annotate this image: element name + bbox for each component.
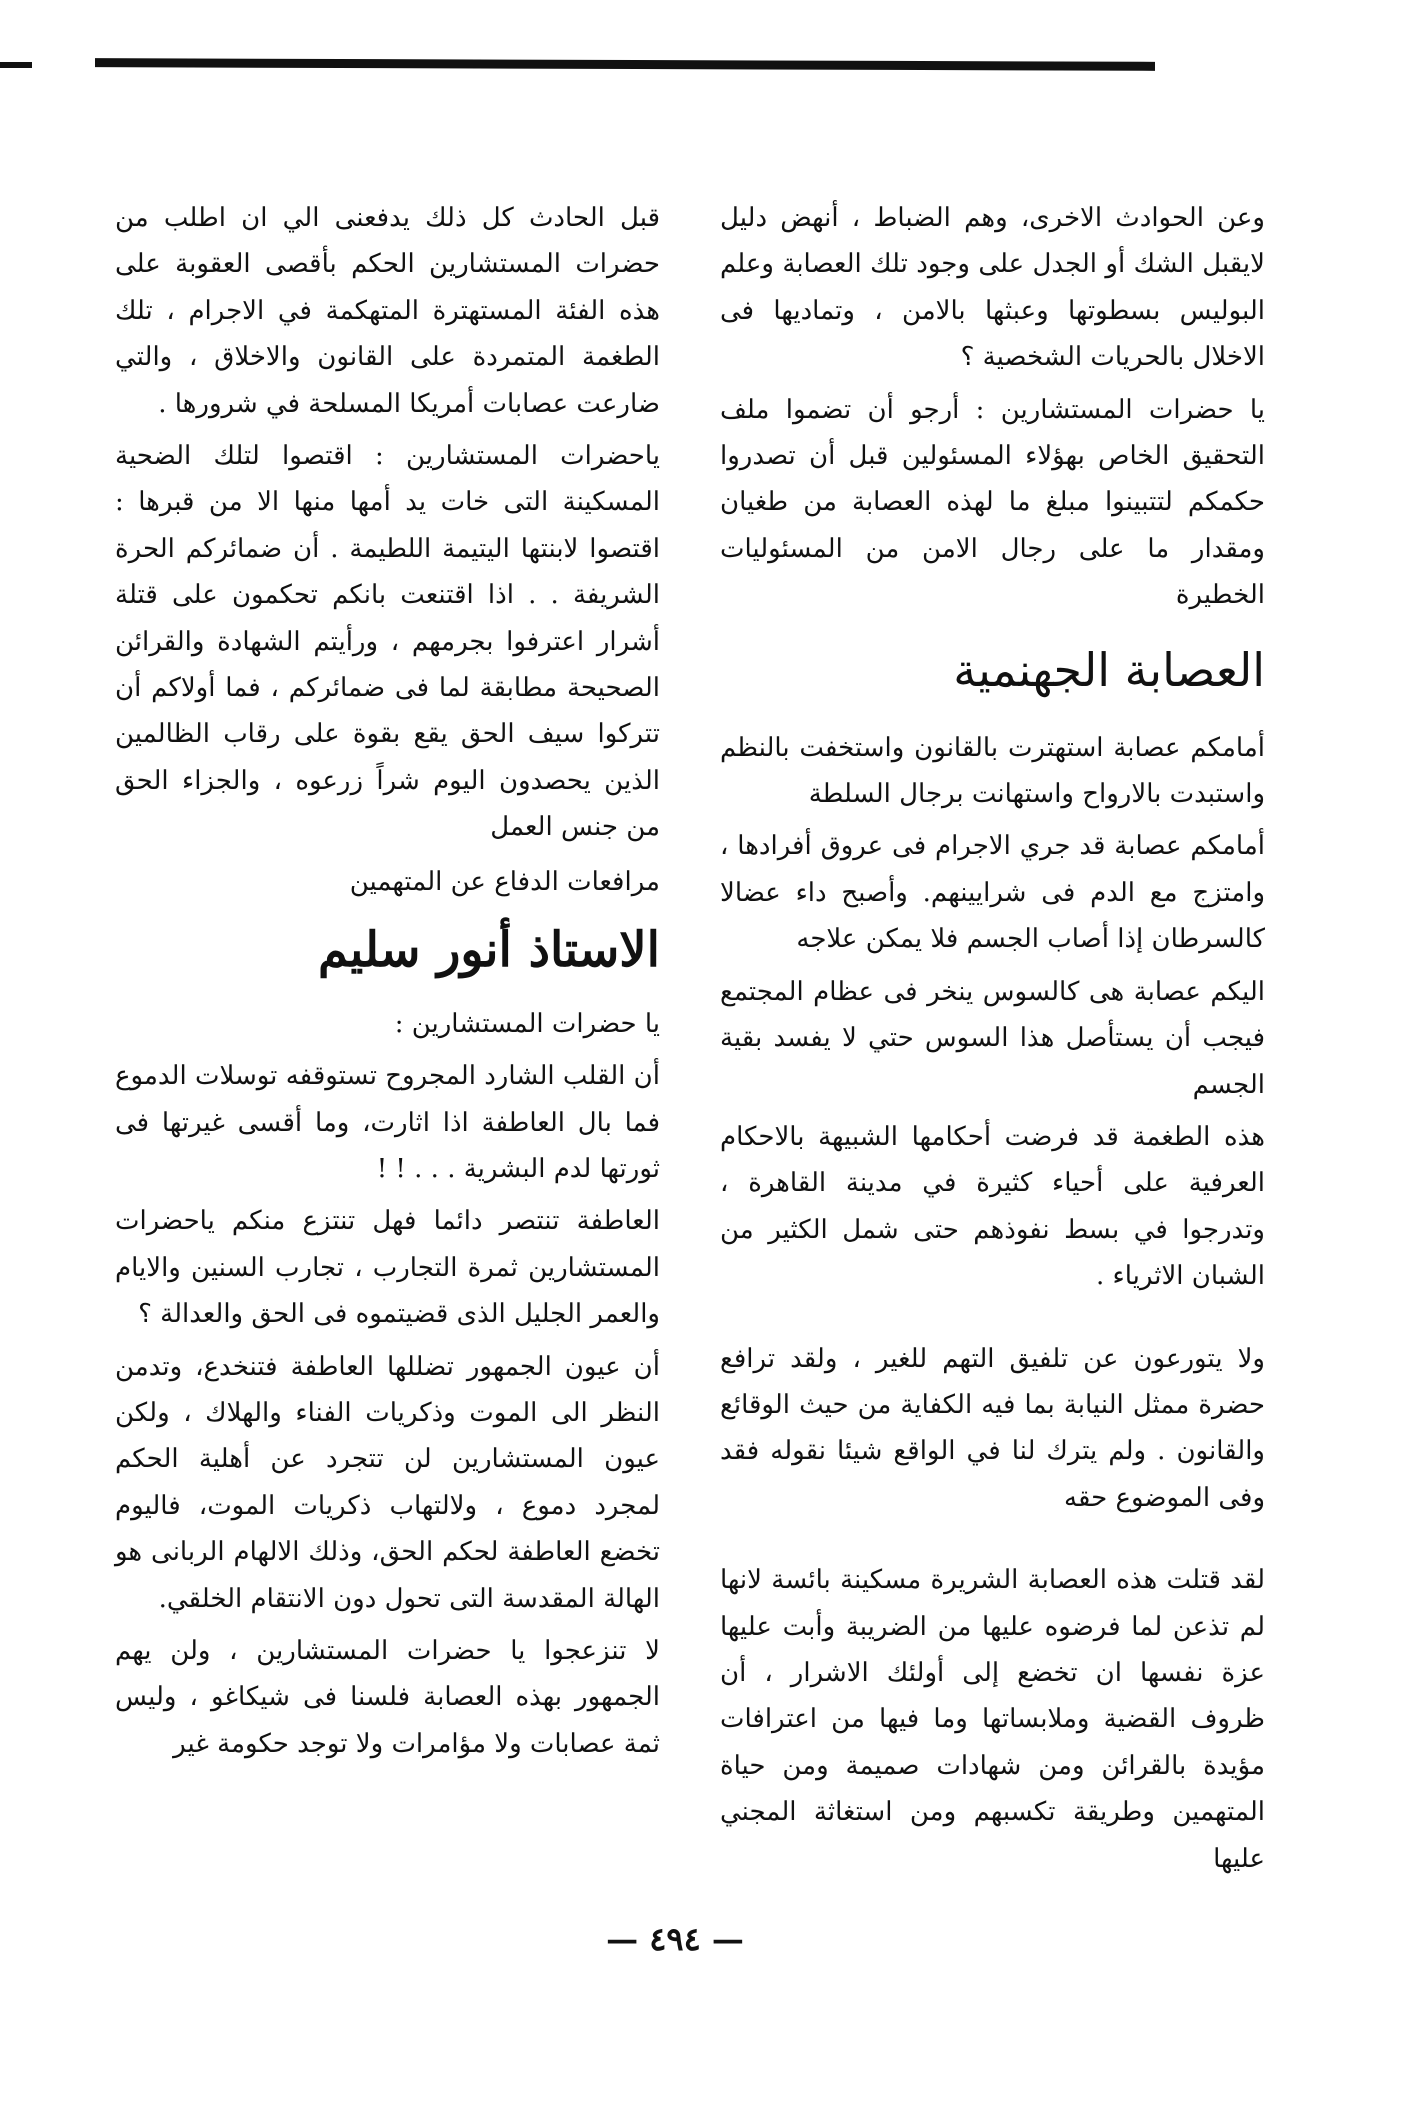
page-number: — ٤٩٤ —	[606, 1920, 744, 1958]
paragraph: اليكم عصابة هى كالسوس ينخر فى عظام المجتمع فيجب أن يستأصل هذا السوس حتي لا يفسد بقية الجسم	[720, 976, 1265, 1100]
right-column	[720, 195, 1265, 1888]
paragraph: أن القلب الشارد المجروح تستوقفه توسلات الدموع فما بال العاطفة اذا اثارت، وما أقسى غيرتها فى ثورتها لدم البشرية . . . ! !	[115, 1061, 660, 1184]
top-rule	[95, 58, 1155, 71]
paragraph: العاطفة تنتصر دائما فهل تنتزع منكم ياحضرات المستشارين ثمرة التجارب ، تجارب السنين والايام والعمر الجليل الذى قضيتموه فى الحق والعدالة ؟	[115, 1206, 660, 1330]
paragraph: ياحضرات المستشارين : اقتصوا لتلك الضحية المسكينة التى خات يد أمها منها الا من قبرها : اقتصوا لابنتها اليتيمة اللطيمة . أن ضمائركم الحرة الشريفة . . اذا اقتنعت بانكم تحكمون على قتلة أشرار اعترفوا بجرمهم ، ورأيتم الشهادة والقرائن الصحيحة مطابقة لما فى ضمائركم ، فما أولاكم أن تتركوا سيف الحق يقع بقوة على رقاب الظالمين الذين يحصدون اليوم شراً زرعوه ، والجزاء الحق من جنس العمل	[115, 441, 660, 843]
paragraph: هذه الطغمة قد فرضت أحكامها الشبيهة بالاحكام العرفية على أحياء كثيرة في مدينة القاهرة ، وتدرجوا في بسط نفوذهم حتى شمل الكثير من الشبان الاثرياء .	[720, 1121, 1265, 1292]
left-column	[115, 195, 660, 1773]
paragraph: يا حضرات المستشارين :	[394, 1008, 660, 1039]
paragraph: أن عيون الجمهور تضللها العاطفة فتنخدع، وتدمن النظر الى الموت وذكريات الفناء والهلاك ، ولكن عيون المستشارين لن تتجرد عن أهلية الحكم لمجرد دموع ، ولالتهاب ذكريات الموت، فاليوم تخضع العاطفة لحكم الحق، وذلك الالهام الربانى هو الهالة المقدسة التى تحول دون الانتقام الخلقي.	[115, 1351, 660, 1614]
paragraph: قبل الحادث كل ذلك يدفعنى الي ان اطلب من حضرات المستشارين الحكم بأقصى العقوبة على هذه الفئة المستهترة المتهكمة في الاجرام ، تلك الطغمة المتمردة على القانون والاخلاق ، والتي ضارعت عصابات أمريكا المسلحة في شرورها .	[115, 203, 660, 419]
paragraph: أمامكم عصابة استهترت بالقانون واستخفت بالنظم واستبدت بالارواح واستهانت برجال السلطة	[720, 732, 1265, 810]
section-heading: العصابة الجهنمية	[953, 642, 1265, 697]
spacer	[720, 1306, 1265, 1336]
paragraph: وعن الحوادث الاخرى، وهم الضباط ، أنهض دليل لايقبل الشك أو الجدل على وجود تلك العصابة وعلم البوليس بسطوتها وعبثها بالامن ، وتماديها فى الاخلال بالحريات الشخصية ؟	[720, 203, 1265, 373]
section-subheading: مرافعات الدفاع عن المتهمين	[349, 866, 660, 897]
spacer	[720, 1527, 1265, 1557]
paragraph: يا حضرات المستشارين : أرجو أن تضموا ملف التحقيق الخاص بهؤلاء المسئولين قبل أن تصدروا حكمكم لتتبينوا مبلغ ما لهذه العصابة من طغيان ومقدار ما على رجال الامن من المسئوليات الخطيرة	[720, 394, 1265, 611]
top-rule-left	[0, 62, 32, 68]
paragraph: لقد قتلت هذه العصابة الشريرة مسكينة بائسة لانها لم تذعن لما فرضوه عليها من الضريبة وأبت عليها عزة نفسها ان تخضع إلى أولئك الاشرار ، أن ظروف القضية وملابساتها وما فيها من اعترافات مؤيدة بالقرائن ومن شهادات صميمة ومن حياة المتهمين وطريقة تكسبهم ومن استغاثة المجني عليها	[720, 1565, 1265, 1874]
speaker-heading: الاستاذ أنور سليم	[317, 921, 660, 978]
paragraph: أمامكم عصابة قد جري الاجرام فى عروق أفرادها ، وامتزج مع الدم فى شرايينهم. وأصبح داء عضالا كالسرطان إذا أصاب الجسم فلا يمكن علاجه	[720, 831, 1265, 955]
paragraph: ولا يتورعون عن تلفيق التهم للغير ، ولقد ترافع حضرة ممثل النيابة بما فيه الكفاية من حيث الوقائع والقانون . ولم يترك لنا في الواقع شيئا نقوله فقد وفى الموضوع حقه	[720, 1343, 1265, 1513]
paragraph: لا تنزعجوا يا حضرات المستشارين ، ولن يهم الجمهور بهذه العصابة فلسنا فى شيكاغو ، وليس ثمة عصابات ولا مؤامرات ولا توجد حكومة غير	[115, 1635, 660, 1759]
